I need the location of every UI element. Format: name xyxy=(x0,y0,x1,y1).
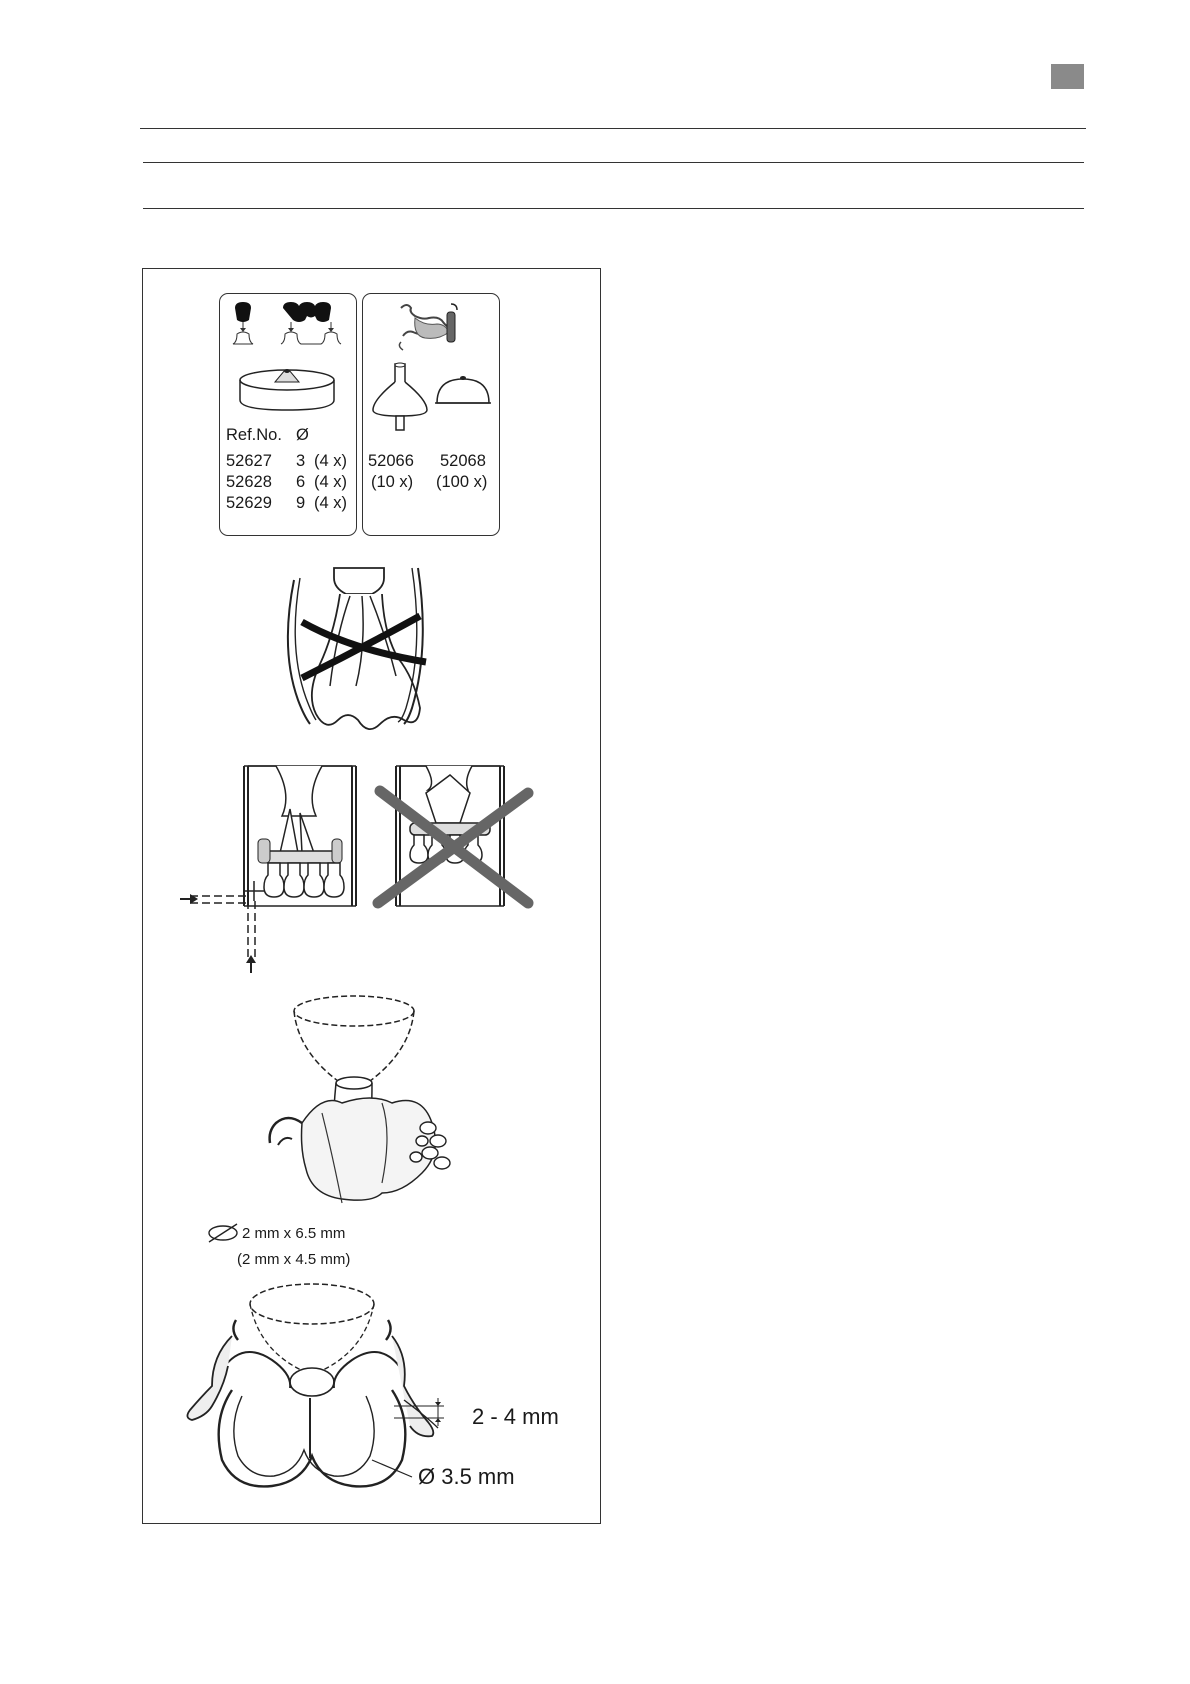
funnel-2-ref: 52068 xyxy=(440,452,486,470)
sprue-dimension-2: (2 mm x 4.5 mm) xyxy=(237,1251,351,1268)
ref-row-3-diameter: 9 xyxy=(296,494,306,512)
funnel-1-quantity: (10 x) xyxy=(371,473,414,491)
sprue-gap-dimension: 2 - 4 mm xyxy=(472,1404,559,1429)
ref-row-2-quantity: (4 x) xyxy=(314,473,347,491)
funnel-1-ref: 52066 xyxy=(368,452,414,470)
funnel-2-quantity: (100 x) xyxy=(436,473,488,491)
crown-icons-illustration xyxy=(225,300,355,350)
header-rule-top xyxy=(140,128,1086,129)
flask-correct-illustration xyxy=(180,763,365,973)
ref-row-1-diameter: 3 xyxy=(296,452,306,470)
funnel-dome-illustration xyxy=(434,375,492,409)
ref-row-1-number: 52627 xyxy=(226,452,272,470)
sprue-dimension-1: 2 mm x 6.5 mm xyxy=(242,1225,346,1242)
header-rule-bottom xyxy=(143,208,1084,209)
ref-no-header: Ref.No. xyxy=(226,426,282,444)
funnel-on-model-illustration xyxy=(262,993,462,1213)
ref-row-1-quantity: (4 x) xyxy=(314,452,347,470)
page-marker xyxy=(1051,64,1084,89)
diameter-header: Ø xyxy=(296,426,309,444)
funnel-tall-illustration xyxy=(372,362,428,432)
header-rule-middle xyxy=(143,162,1084,163)
partial-denture-illustration xyxy=(395,300,467,352)
crossed-sprue-illustration xyxy=(282,560,432,740)
sprue-diameter-dimension: Ø 3.5 mm xyxy=(418,1464,515,1489)
ref-row-2-diameter: 6 xyxy=(296,473,306,491)
ref-row-2-number: 52628 xyxy=(226,473,272,491)
oval-diameter-icon xyxy=(206,1222,240,1244)
sprue-former-disc-illustration xyxy=(237,368,337,413)
ref-row-3-number: 52629 xyxy=(226,494,272,512)
ref-row-3-quantity: (4 x) xyxy=(314,494,347,512)
flask-wrong-illustration xyxy=(370,763,540,913)
